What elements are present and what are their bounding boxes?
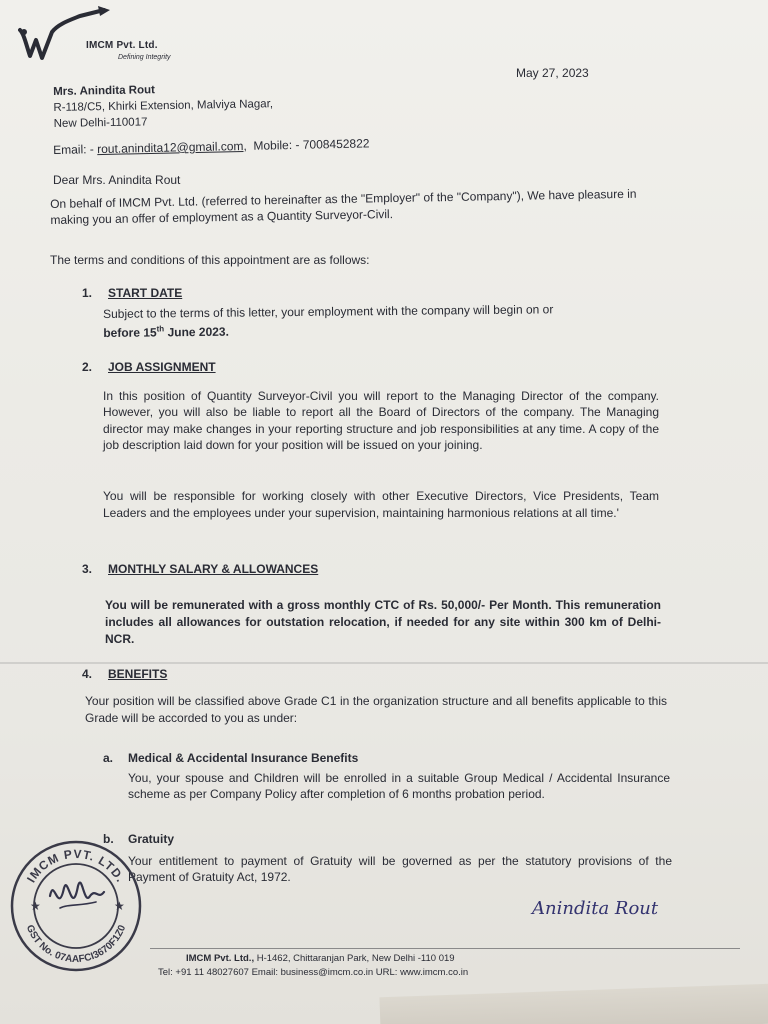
section-3-number: 3.	[82, 562, 93, 576]
benefit-b-label: b.	[103, 832, 114, 846]
recipient-address-line1: R-118/C5, Khirki Extension, Malviya Nagar,	[53, 98, 274, 114]
svg-text:★: ★	[114, 899, 125, 913]
section-4-para1: Your position will be classified above Grade C1 in the organization structure and all benefits applicable to this Grade will be accorded to you as under:	[85, 694, 667, 725]
section-2-number: 2.	[82, 360, 93, 374]
benefit-b-text: Your entitlement to payment of Gratuity will be governed as per the statutory provisions of the Payment of Gratuity Act, 1972.	[128, 854, 672, 884]
section-2-para2: You will be responsible for working closely with other Executive Directors, Vice Presidents, Team Leaders and the employees under your supervision, maintaining harmonious relations at all time.'	[103, 489, 659, 520]
recipient-address-line2: New Delhi-110017	[53, 116, 148, 130]
section-4-title: BENEFITS	[108, 667, 168, 681]
section-3-heading	[82, 562, 318, 576]
paper-curl	[379, 983, 768, 1024]
logo-company-name: IMCM Pvt. Ltd.	[86, 40, 158, 51]
footer-address-text: H-1462, Chittaranjan Park, New Delhi -110 019	[254, 953, 455, 964]
section-3-title: MONTHLY SALARY & ALLOWANCES	[108, 562, 319, 576]
footer-company: IMCM Pvt. Ltd.,	[186, 953, 255, 964]
section-1-date-before: before 15	[103, 325, 157, 340]
recipient-name: Mrs. Anindita Rout	[53, 84, 156, 98]
footer-divider	[150, 948, 740, 949]
footer-contact: Tel: +91 11 48027607 Email: business@imcm.co.in URL: www.imcm.co.in	[158, 967, 469, 978]
section-1-body	[103, 300, 663, 341]
recipient-signature: Anindita Rout	[532, 898, 659, 919]
section-2-title: JOB ASSIGNMENT	[108, 360, 216, 374]
mobile-label: Mobile: -	[253, 137, 300, 153]
terms-intro: The terms and conditions of this appointment are as follows:	[50, 253, 370, 267]
letter-date: May 27, 2023	[516, 66, 589, 80]
email-label: Email: -	[53, 142, 94, 157]
section-4-heading	[82, 667, 167, 681]
intro-paragraph: On behalf of IMCM Pvt. Ltd. (referred to hereinafter as the "Employer" of the "Company"), We have pleasure in making you an offer of employment as a Quantity Surveyor-Civil.	[50, 186, 637, 227]
section-1-title: START DATE	[108, 286, 183, 300]
contact-line: Email: - rout.anindita12@gmail.com, Mobile: - 7008452822	[53, 136, 370, 157]
footer-address	[186, 953, 455, 964]
paper-fold	[0, 662, 768, 664]
section-2-heading	[82, 360, 216, 374]
benefit-b-title: Gratuity	[128, 832, 175, 846]
company-logo	[18, 4, 218, 70]
section-1-text: Subject to the terms of this letter, your employment with the company will begin on or	[103, 302, 554, 321]
svg-text:★: ★	[30, 899, 41, 913]
stamp-bottom-text: GST No. 07AAFCI3670F1Z0	[23, 923, 129, 966]
section-1-date-sup: th	[156, 324, 165, 334]
benefit-a-title: Medical & Accidental Insurance Benefits	[128, 751, 359, 765]
section-1-number: 1.	[82, 286, 93, 300]
section-2-para1: In this position of Quantity Surveyor-Civil you will report to the Managing Director of the company. However, you will also be liable to report all the Board of Directors of the company. The Managing director may make changes in your reporting structure and job responsibilities at any time. A copy of the job description laid down for your position will be issued on your joining.	[103, 389, 659, 453]
benefit-a-label: a.	[103, 751, 114, 765]
benefit-a-heading	[103, 750, 358, 766]
section-4-number: 4.	[82, 667, 93, 681]
recipient-block	[53, 80, 273, 132]
stamp-signature-icon	[44, 866, 108, 926]
logo-tagline: Defining Integrity	[118, 54, 171, 61]
benefit-a-text: You, your spouse and Children will be enrolled in a suitable Group Medical / Accidental Insurance scheme as per Company Policy after completion of 6 months probation period.	[128, 771, 670, 801]
email-link[interactable]: rout.anindita12@gmail.com	[97, 139, 244, 157]
section-3-para1: You will be remunerated with a gross monthly CTC of Rs. 50,000/- Per Month. This remuneration includes all allowances for outstation relocation, if needed for any site within 300 km of Delhi-NCR.	[105, 598, 661, 646]
section-1-date-after: June 2023.	[164, 324, 229, 340]
mobile-number: 7008452822	[302, 136, 370, 152]
stamp-top-text: IMCM PVT. LTD.	[24, 846, 128, 886]
salutation: Dear Mrs. Anindita Rout	[53, 173, 181, 187]
section-1-heading	[82, 286, 182, 300]
